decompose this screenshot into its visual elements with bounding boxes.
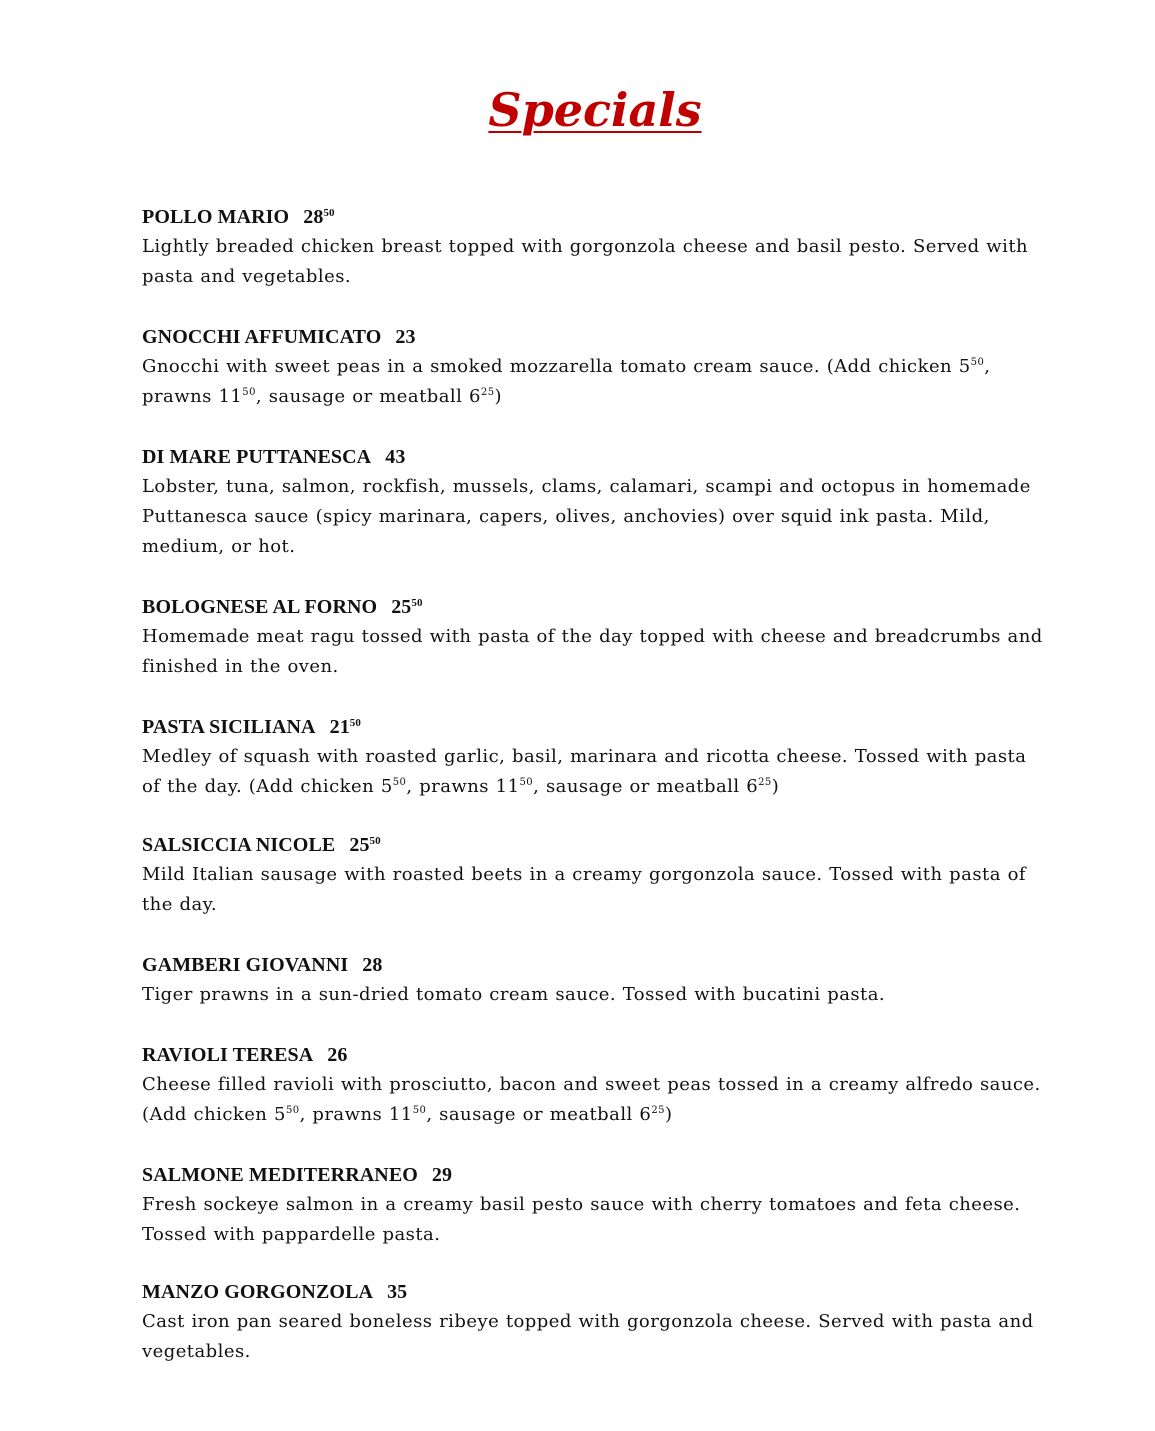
description-text: Medley of squash with roasted garlic, basil, marinara and ricotta cheese. Tossed with pasta of the day. (Add chicken 5: [142, 746, 1027, 797]
description-text: ): [494, 386, 503, 407]
price-cents: 25: [480, 387, 495, 398]
description-text: Tiger prawns in a sun-dried tomato cream sauce. Tossed with bucatini pasta.: [142, 984, 886, 1005]
price-cents: 50: [369, 835, 381, 847]
price-main: 35: [387, 1281, 408, 1303]
menu-item-price: [349, 834, 380, 856]
price-cents: 50: [349, 717, 361, 729]
menu-item: [142, 322, 1047, 412]
price-cents: 50: [323, 207, 335, 219]
description-text: Fresh sockeye salmon in a creamy basil pesto sauce with cherry tomatoes and feta cheese. Tossed with pappardelle pasta.: [142, 1194, 1021, 1245]
menu-item-heading: [142, 830, 1047, 860]
price-cents: 50: [392, 777, 407, 788]
price-main: 28: [303, 206, 324, 228]
description-text: ): [664, 1104, 673, 1125]
price-cents: 50: [970, 357, 985, 368]
menu-item-description: [142, 622, 1047, 682]
menu-item: [142, 202, 1047, 292]
menu-item-heading: [142, 322, 1047, 352]
menu-item-heading: [142, 950, 1047, 980]
description-text: , prawns 11: [406, 776, 520, 797]
menu-item-heading: [142, 1277, 1047, 1307]
price-main: 25: [391, 596, 412, 618]
price-main: 21: [329, 716, 350, 738]
menu-item-heading: [142, 592, 1047, 622]
description-text: Cheese filled ravioli with prosciutto, bacon and sweet peas tossed in a creamy alfredo sauce. (Add chicken 5: [142, 1074, 1041, 1125]
price-cents: 50: [242, 387, 256, 398]
menu-item-price: [391, 596, 422, 618]
menu-item-price: [303, 206, 334, 228]
menu-item-description: [142, 980, 1047, 1010]
menu-item: [142, 712, 1047, 802]
price-cents: 50: [519, 777, 534, 788]
menu-item-price: [387, 1281, 407, 1303]
price-main: 29: [431, 1164, 453, 1186]
description-text: Cast iron pan seared boneless ribeye topped with gorgonzola cheese. Served with pasta and vegetables.: [142, 1311, 1034, 1362]
menu-item-price: [327, 1044, 347, 1066]
description-text: ): [771, 776, 780, 797]
menu-item-heading: [142, 1160, 1047, 1190]
menu-item-heading: [142, 712, 1047, 742]
menu-item-name: POLLO MARIO: [142, 206, 290, 228]
menu-item-name: DI MARE PUTTANESCA: [142, 446, 372, 468]
menu-item-description: [142, 1190, 1047, 1250]
description-text: , sausage or meatball 6: [533, 776, 759, 797]
description-text: , sausage or meatball 6: [255, 386, 481, 407]
menu-item: [142, 1277, 1047, 1367]
description-text: , prawns 11: [299, 1104, 413, 1125]
price-main: 23: [395, 326, 416, 348]
menu-item-price: [432, 1164, 452, 1186]
page-title: Specials: [488, 83, 702, 137]
description-text: Homemade meat ragu tossed with pasta of the day topped with cheese and breadcrumbs and finished in the oven.: [142, 626, 1043, 677]
menu-item: [142, 1040, 1047, 1130]
description-text: Lobster, tuna, salmon, rockfish, mussels, clams, calamari, scampi and octopus in homemade Puttanesca sauce (spicy marinara, capers, olives, anchovies) over squid ink pasta. Mild, medium, or hot.: [142, 476, 1031, 557]
menu-item-name: MANZO GORGONZOLA: [142, 1281, 374, 1303]
menu-item-description: [142, 232, 1047, 292]
menu-item-price: [395, 326, 415, 348]
price-cents: 50: [412, 1105, 427, 1116]
price-cents: 25: [758, 777, 772, 788]
menu-item-description: [142, 352, 1047, 412]
menu-item-description: [142, 472, 1047, 562]
menu-item-name: SALSICCIA NICOLE: [142, 834, 336, 856]
menu-item-description: [142, 860, 1047, 920]
menu-item-heading: [142, 202, 1047, 232]
menu-item: [142, 1160, 1047, 1250]
menu-item-name: SALMONE MEDITERRANEO: [142, 1164, 418, 1186]
menu-item: [142, 950, 1047, 1010]
price-main: 28: [362, 954, 383, 976]
price-main: 26: [327, 1044, 348, 1066]
menu-item-name: GAMBERI GIOVANNI: [142, 954, 349, 976]
menu-item-price: [330, 716, 361, 738]
menu-item-name: RAVIOLI TERESA: [142, 1044, 314, 1066]
menu-item: [142, 592, 1047, 682]
price-main: 43: [385, 446, 406, 468]
price-main: 25: [349, 834, 370, 856]
menu-item: [142, 442, 1047, 562]
menu-item-price: [385, 446, 405, 468]
menu-item-name: PASTA SICILIANA: [142, 716, 316, 738]
menu-item: [142, 830, 1047, 920]
menu-item-description: [142, 1070, 1047, 1130]
description-text: Lightly breaded chicken breast topped with gorgonzola cheese and basil pesto. Served with pasta and vegetables.: [142, 236, 1029, 287]
price-cents: 25: [651, 1105, 665, 1116]
menu-item-heading: [142, 1040, 1047, 1070]
menu-item-name: BOLOGNESE AL FORNO: [142, 596, 378, 618]
price-cents: 50: [411, 597, 423, 609]
menu-item-name: GNOCCHI AFFUMICATO: [142, 326, 382, 348]
menu-item-description: [142, 1307, 1047, 1367]
description-text: Gnocchi with sweet peas in a smoked mozzarella tomato cream sauce. (Add chicken 5: [142, 356, 971, 377]
menu-item-heading: [142, 442, 1047, 472]
menu-item-description: [142, 742, 1047, 802]
price-cents: 50: [285, 1105, 300, 1116]
description-text: , prawns 11: [142, 356, 991, 407]
menu-item-price: [362, 954, 382, 976]
description-text: , sausage or meatball 6: [426, 1104, 652, 1125]
description-text: Mild Italian sausage with roasted beets in a creamy gorgonzola sauce. Tossed with pasta of the day.: [142, 864, 1026, 915]
